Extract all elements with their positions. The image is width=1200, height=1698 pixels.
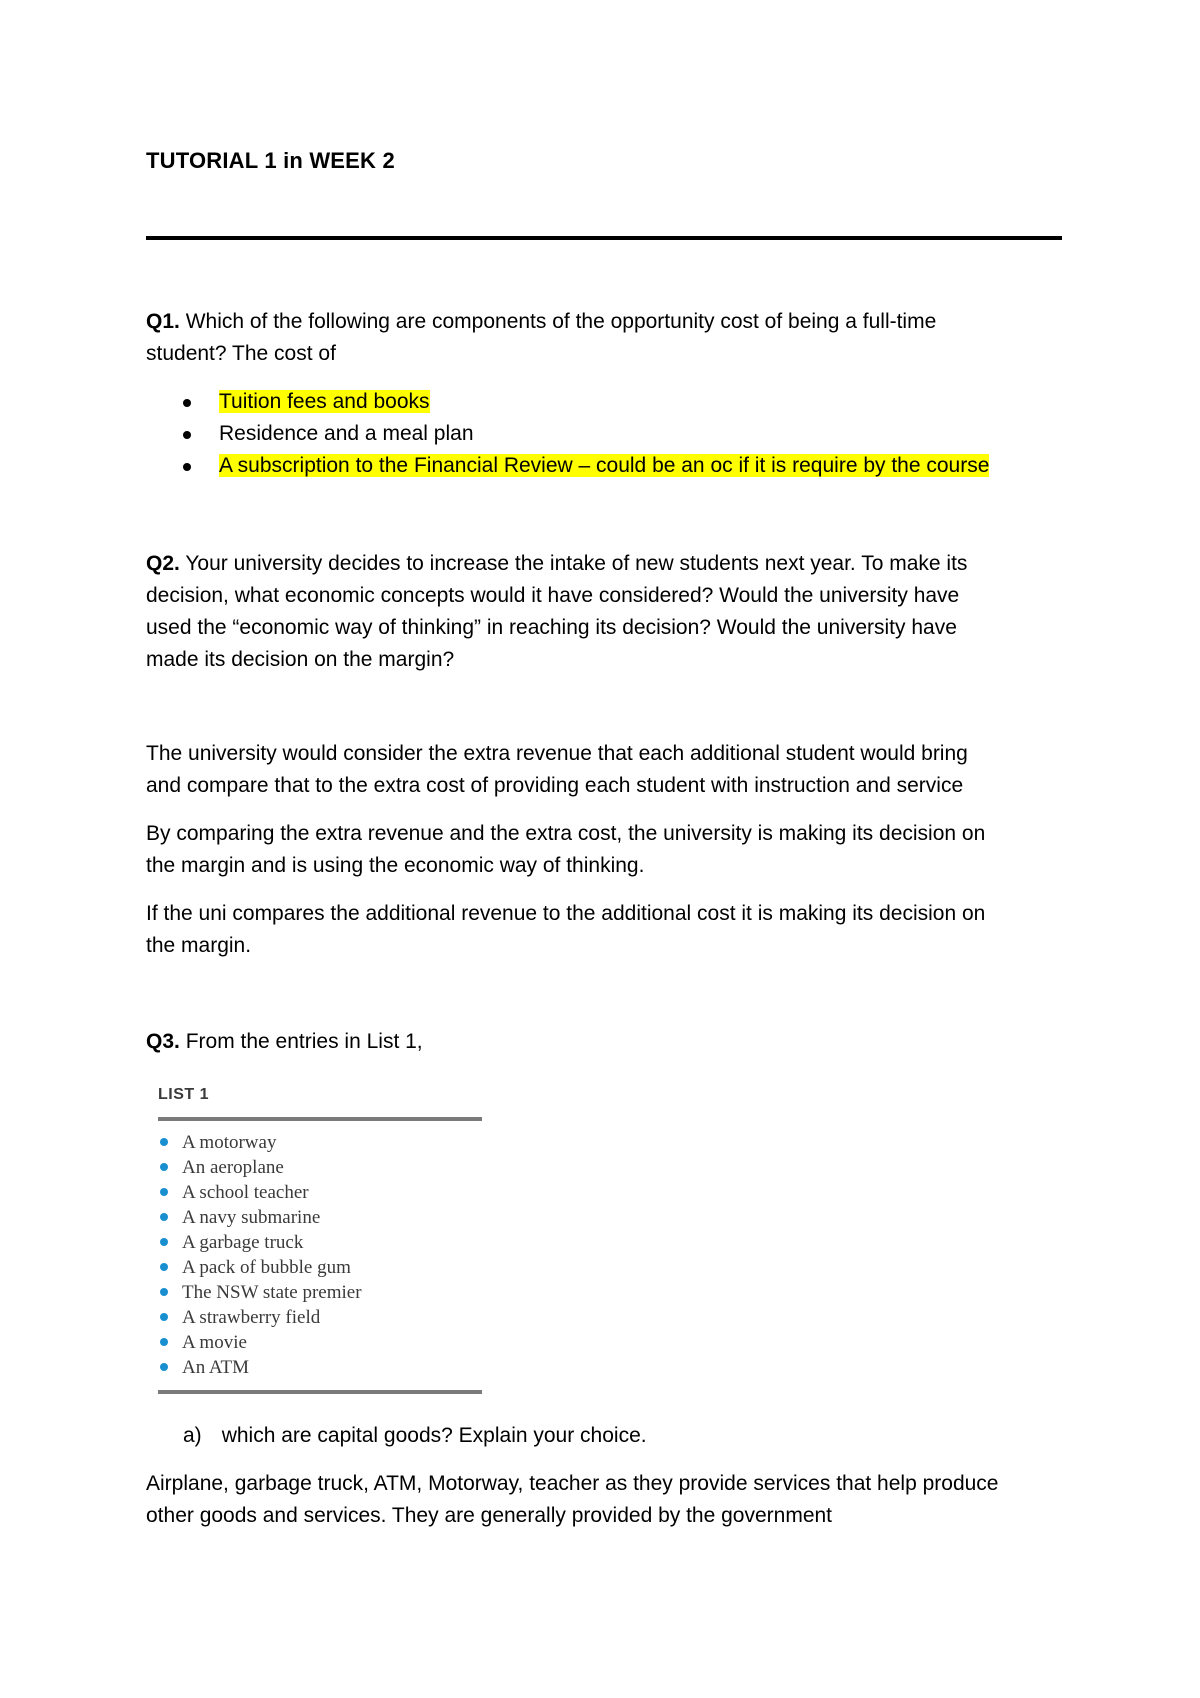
q2-text-line4: made its decision on the margin? [146,648,455,671]
q3-question-line [146,1026,423,1058]
q2-answer-p1-line2: and compare that to the extra cost of providing each student with instruction and service [146,774,964,797]
q2-answer-p1-line1: The university would consider the extra revenue that each additional student would bring [146,742,968,765]
q3-answer-line2: other goods and services. They are generally provided by the government [146,1504,833,1527]
list-item [183,418,989,450]
list-item [183,386,989,418]
q2-question-line1 [146,548,967,580]
bullet-icon [160,1163,168,1171]
bullet-icon [160,1338,168,1346]
q2-text-line3: used the “economic way of thinking” in reaching its decision? Would the university have [146,616,957,639]
list-item [160,1255,362,1280]
list-item-text: A garbage truck [182,1232,304,1253]
bullet-icon [160,1188,168,1196]
list-item [160,1330,362,1355]
list-item-text: An ATM [182,1357,250,1378]
list-item [160,1180,362,1205]
list-item-text: A school teacher [182,1182,309,1203]
q3-part-a-marker: a) [183,1424,202,1447]
q1-text-line1: Which of the following are components of the opportunity cost of being a full-time [179,310,937,333]
q3-part-a-text: which are capital goods? Explain your choice. [221,1424,647,1447]
list1-top-rule [158,1117,482,1121]
list-item-text: A navy submarine [182,1207,321,1228]
q1-option-2: Residence and a meal plan [219,422,474,445]
list-item [160,1305,362,1330]
q2-label: Q2. [146,552,180,575]
list-item-text: An aeroplane [182,1157,284,1178]
q3-part-a [183,1420,647,1452]
q1-options-list [183,386,989,482]
list-item [160,1130,362,1155]
list1 [160,1130,362,1380]
bullet-icon [160,1238,168,1246]
bullet-icon [183,463,191,471]
bullet-icon [183,431,191,439]
q2-answer-p3-line1: If the uni compares the additional revenue to the additional cost it is making its decision on [146,902,986,925]
q2-text-line2: decision, what economic concepts would it have considered? Would the university have [146,584,960,607]
list1-title: LIST 1 [158,1086,210,1103]
q1-option-1: Tuition fees and books [219,390,430,413]
q3-answer-line1: Airplane, garbage truck, ATM, Motorway, teacher as they provide services that help produce [146,1472,999,1495]
list-item [160,1355,362,1380]
list-item [160,1155,362,1180]
list-item-text: A pack of bubble gum [182,1257,351,1278]
bullet-icon [160,1138,168,1146]
list-item [160,1205,362,1230]
q1-text-line2: student? The cost of [146,342,336,365]
bullet-icon [160,1288,168,1296]
q1-option-3: A subscription to the Financial Review – could be an oc if it is require by the course [219,454,990,477]
bullet-icon [160,1263,168,1271]
list-item-text: A motorway [182,1132,277,1153]
q2-answer-p2-line1: By comparing the extra revenue and the extra cost, the university is making its decision on [146,822,986,845]
q2-answer-p3-line2: the margin. [146,934,252,957]
q2-answer-p2-line2: the margin and is using the economic way of thinking. [146,854,645,877]
list-item [160,1280,362,1305]
list-item [160,1230,362,1255]
list1-bottom-rule [158,1390,482,1394]
q3-label: Q3. [146,1030,180,1053]
list-item-text: A movie [182,1332,247,1353]
bullet-icon [160,1313,168,1321]
bullet-icon [183,399,191,407]
list-item-text: The NSW state premier [182,1282,362,1303]
list-item-text: A strawberry field [182,1307,321,1328]
q3-intro: From the entries in List 1, [179,1030,423,1053]
page-title: TUTORIAL 1 in WEEK 2 [146,148,395,173]
q1-label: Q1. [146,310,180,333]
bullet-icon [160,1363,168,1371]
list-item [183,450,989,482]
bullet-icon [160,1213,168,1221]
q2-text-line1: Your university decides to increase the intake of new students next year. To make its [179,552,968,575]
q1-question-line1 [146,306,936,338]
title-divider [146,236,1062,240]
